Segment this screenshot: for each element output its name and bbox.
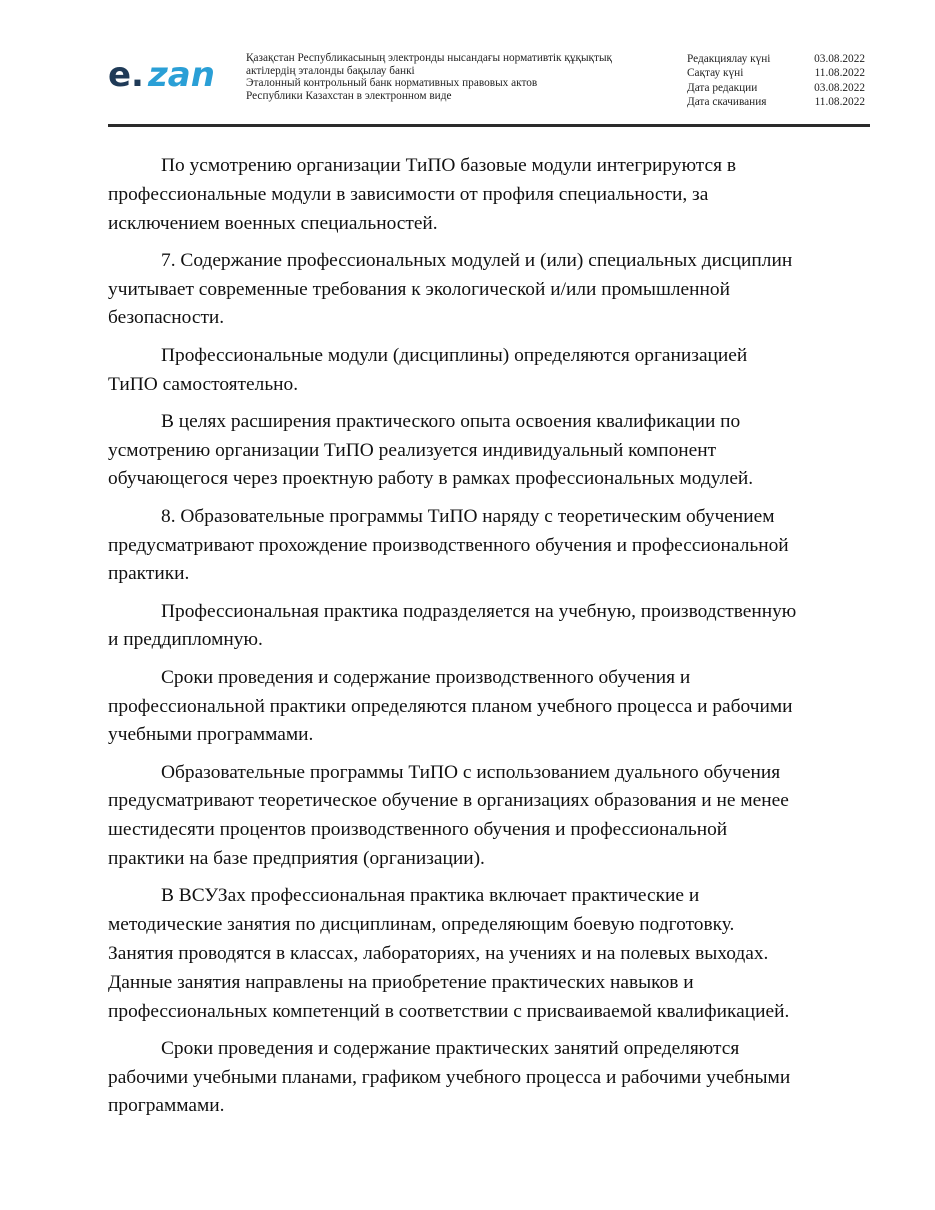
meta-value: 11.08.2022 [814, 96, 865, 109]
paragraph-7 [108, 664, 868, 750]
text-line: Образовательные программы ТиПО с использованием дуального обучения [161, 761, 781, 783]
text-line: Профессиональная практика подразделяется на учебную, производственную [161, 600, 797, 622]
text-line: Профессиональные модули (дисциплины) определяются организацией [161, 344, 748, 366]
ezan-logo [108, 52, 218, 96]
paragraph-10 [108, 1035, 868, 1121]
text-line: В ВСУЗах профессиональная практика включает практические и [161, 885, 700, 907]
text-line: предусматривают прохождение производственного обучения и профессиональной [108, 534, 789, 556]
text-line: профессиональной практики определяются планом учебного процесса и рабочими [108, 695, 793, 717]
header-dates [687, 52, 865, 110]
paragraph-9 [108, 882, 868, 1026]
text-line: профессиональных компетенций в соответствии с присваиваемой квалификацией. [108, 1000, 790, 1022]
text-line: программами. [108, 1095, 225, 1117]
text-line: В целях расширения практического опыта освоения квалификации по [161, 410, 741, 432]
text-line: Сроки проведения и содержание практических занятий определяются [161, 1037, 740, 1059]
text-line: рабочими учебными планами, графиком учебного процесса и рабочими учебными [108, 1066, 791, 1088]
meta-row-download-date-ru [687, 95, 865, 109]
meta-value: 03.08.2022 [814, 53, 865, 65]
meta-row-edit-date-kz [687, 52, 865, 66]
header-title-line: Қазақстан Республикасының электронды нысандағы нормативтік құқықтық [246, 52, 613, 64]
meta-label: Редакциялау күні [687, 53, 771, 65]
text-line: усмотрению организации ТиПО реализуется индивидуальный компонент [108, 439, 717, 461]
text-line: 7. Содержание профессиональных модулей и (или) специальных дисциплин [161, 249, 793, 271]
meta-label: Дата скачивания [687, 96, 767, 109]
paragraph-6 [108, 598, 868, 656]
text-line: Занятия проводятся в классах, лабораториях, на учениях и на полевых выходах. [108, 942, 769, 964]
text-line: 8. Образовательные программы ТиПО наряду с теоретическим обучением [161, 505, 775, 527]
text-line: учебными программами. [108, 724, 314, 746]
header-title-line: Республики Казахстан в электронном виде [246, 89, 452, 102]
text-line: Данные занятия направлены на приобретение практических навыков и [108, 971, 694, 993]
text-line: обучающегося через проектную работу в рамках профессиональных модулей. [108, 468, 754, 490]
paragraph-2 [108, 247, 868, 333]
logo-e-glyph: e. [108, 55, 144, 95]
header-title-line: Эталонный контрольный банк нормативных правовых актов [246, 77, 538, 90]
text-line: учитывает современные требования к экологической и/или промышленной [108, 278, 730, 300]
meta-row-save-date-kz [687, 66, 865, 80]
text-line: практики. [108, 563, 190, 585]
text-line: ТиПО самостоятельно. [108, 373, 299, 395]
logo-zan-glyph: zan [148, 55, 215, 95]
header-title-line: актілердің эталонды бақылау банкі [246, 64, 415, 77]
paragraph-8 [108, 759, 868, 874]
meta-label: Дата редакции [687, 81, 758, 94]
meta-value: 11.08.2022 [814, 67, 865, 80]
paragraph-3 [108, 342, 868, 400]
text-line: безопасности. [108, 307, 225, 329]
document-body [108, 152, 868, 1130]
meta-label: Сақтау күні [687, 67, 744, 80]
text-line: и преддипломную. [108, 629, 263, 651]
text-line: шестидесяти процентов производственного обучения и профессиональной [108, 819, 728, 841]
text-line: По усмотрению организации ТиПО базовые модули интегрируются в [161, 155, 737, 176]
text-line: исключением военных специальностей. [108, 212, 438, 234]
paragraph-1 [108, 152, 868, 238]
text-line: практики на базе предприятия (организации). [108, 848, 485, 870]
text-line: профессиональные модули в зависимости от профиля специальности, за [108, 183, 709, 205]
paragraph-5 [108, 503, 868, 589]
text-line: предусматривают теоретическое обучение в организациях образования и не менее [108, 790, 789, 812]
header-bank-title [246, 52, 666, 102]
text-line: методические занятия по дисциплинам, определяющим боевую подготовку. [108, 914, 735, 936]
header-divider [108, 124, 870, 127]
meta-row-edit-date-ru [687, 81, 865, 95]
meta-value: 03.08.2022 [814, 81, 865, 94]
paragraph-4 [108, 408, 868, 494]
text-line: Сроки проведения и содержание производственного обучения и [161, 666, 691, 688]
